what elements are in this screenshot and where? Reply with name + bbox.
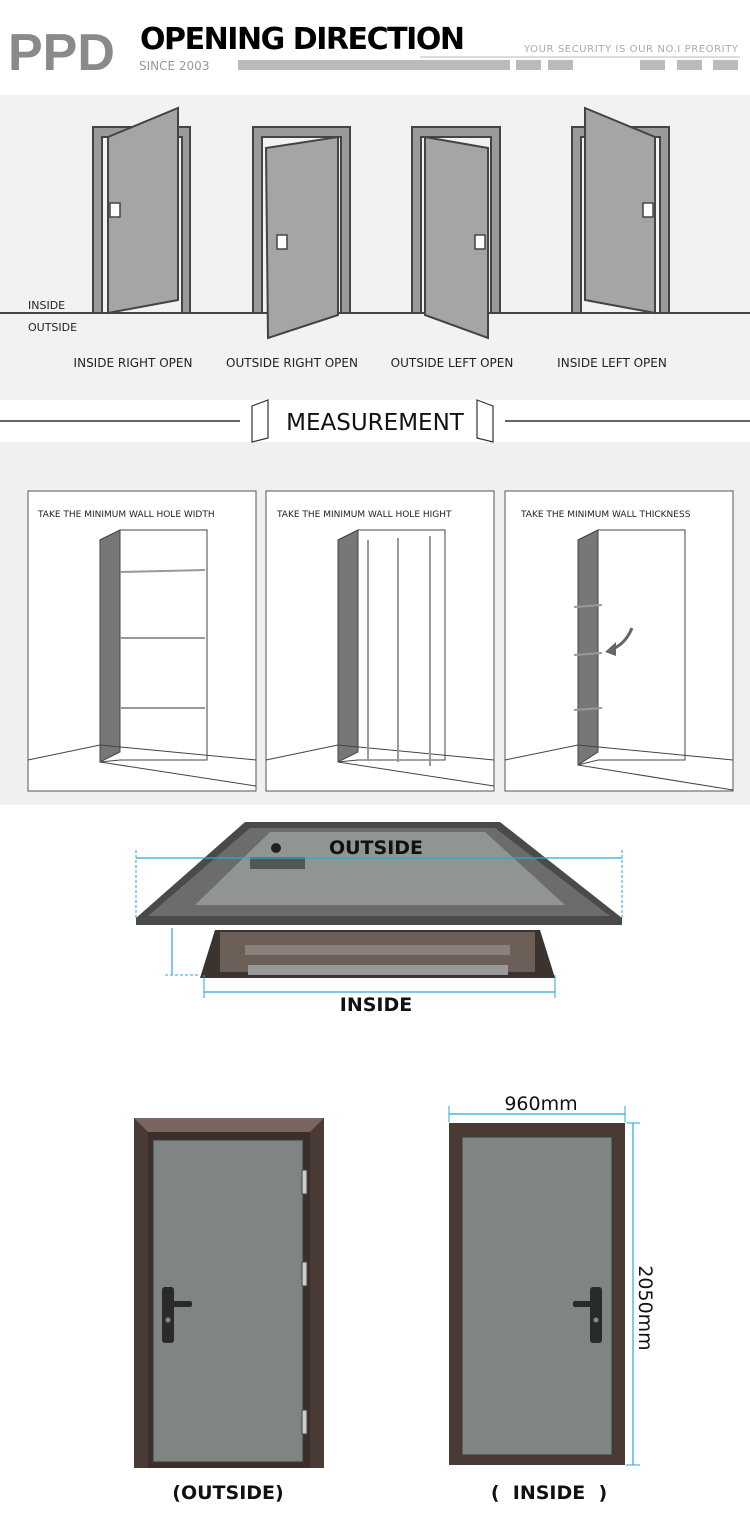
- svg-text:TAKE THE MINIMUM WALL HOLE HIG: TAKE THE MINIMUM WALL HOLE HIGHT: [277, 510, 452, 520]
- door-inside-view: [449, 1093, 656, 1504]
- type-label: INSIDE RIGHT OPEN: [73, 356, 193, 370]
- inside-caption: ( INSIDE ): [490, 1482, 608, 1504]
- measure-panel-thickness: [505, 491, 733, 791]
- door-outside-view: [134, 1118, 324, 1504]
- door-outside-right-open: [253, 127, 350, 338]
- door-inside-right-open: [93, 108, 190, 313]
- door-icon: [477, 400, 493, 442]
- topview-outside-label: OUTSIDE: [328, 837, 424, 859]
- lock-handle-icon: [162, 1287, 174, 1343]
- header: [8, 22, 740, 82]
- inside-label: INSIDE: [28, 299, 66, 312]
- door-inside-left-open: [572, 108, 669, 313]
- measurement-title: MEASUREMENT: [286, 410, 464, 436]
- lock-handle-icon: [590, 1287, 602, 1343]
- door-outside-left-open: [412, 127, 500, 338]
- page-title: OPENING DIRECTION: [140, 22, 465, 57]
- svg-text:TAKE THE MINIMUM WALL HOLE WID: TAKE THE MINIMUM WALL HOLE WIDTH: [38, 510, 215, 520]
- type-label: INSIDE LEFT OPEN: [557, 356, 667, 370]
- since-label: SINCE 2003: [139, 59, 210, 73]
- measure-panel-height: [266, 491, 494, 791]
- door-top-view: [136, 822, 622, 1016]
- brand-logo: PPD: [8, 24, 115, 82]
- svg-text:TAKE THE MINIMUM WALL THICKNES: TAKE THE MINIMUM WALL THICKNESS: [521, 510, 691, 520]
- height-label: 2050mm: [634, 1265, 656, 1351]
- type-label: OUTSIDE LEFT OPEN: [390, 356, 514, 370]
- outside-caption: (OUTSIDE): [172, 1482, 284, 1504]
- measure-panel-width: [28, 491, 256, 791]
- door-icon: [252, 400, 268, 442]
- outside-label: OUTSIDE: [28, 321, 78, 334]
- type-label: OUTSIDE RIGHT OPEN: [226, 356, 358, 370]
- slogan: YOUR SECURITY IS OUR NO.I PREORITY: [524, 44, 738, 55]
- topview-inside-label: INSIDE: [339, 994, 413, 1016]
- width-label: 960mm: [504, 1093, 578, 1115]
